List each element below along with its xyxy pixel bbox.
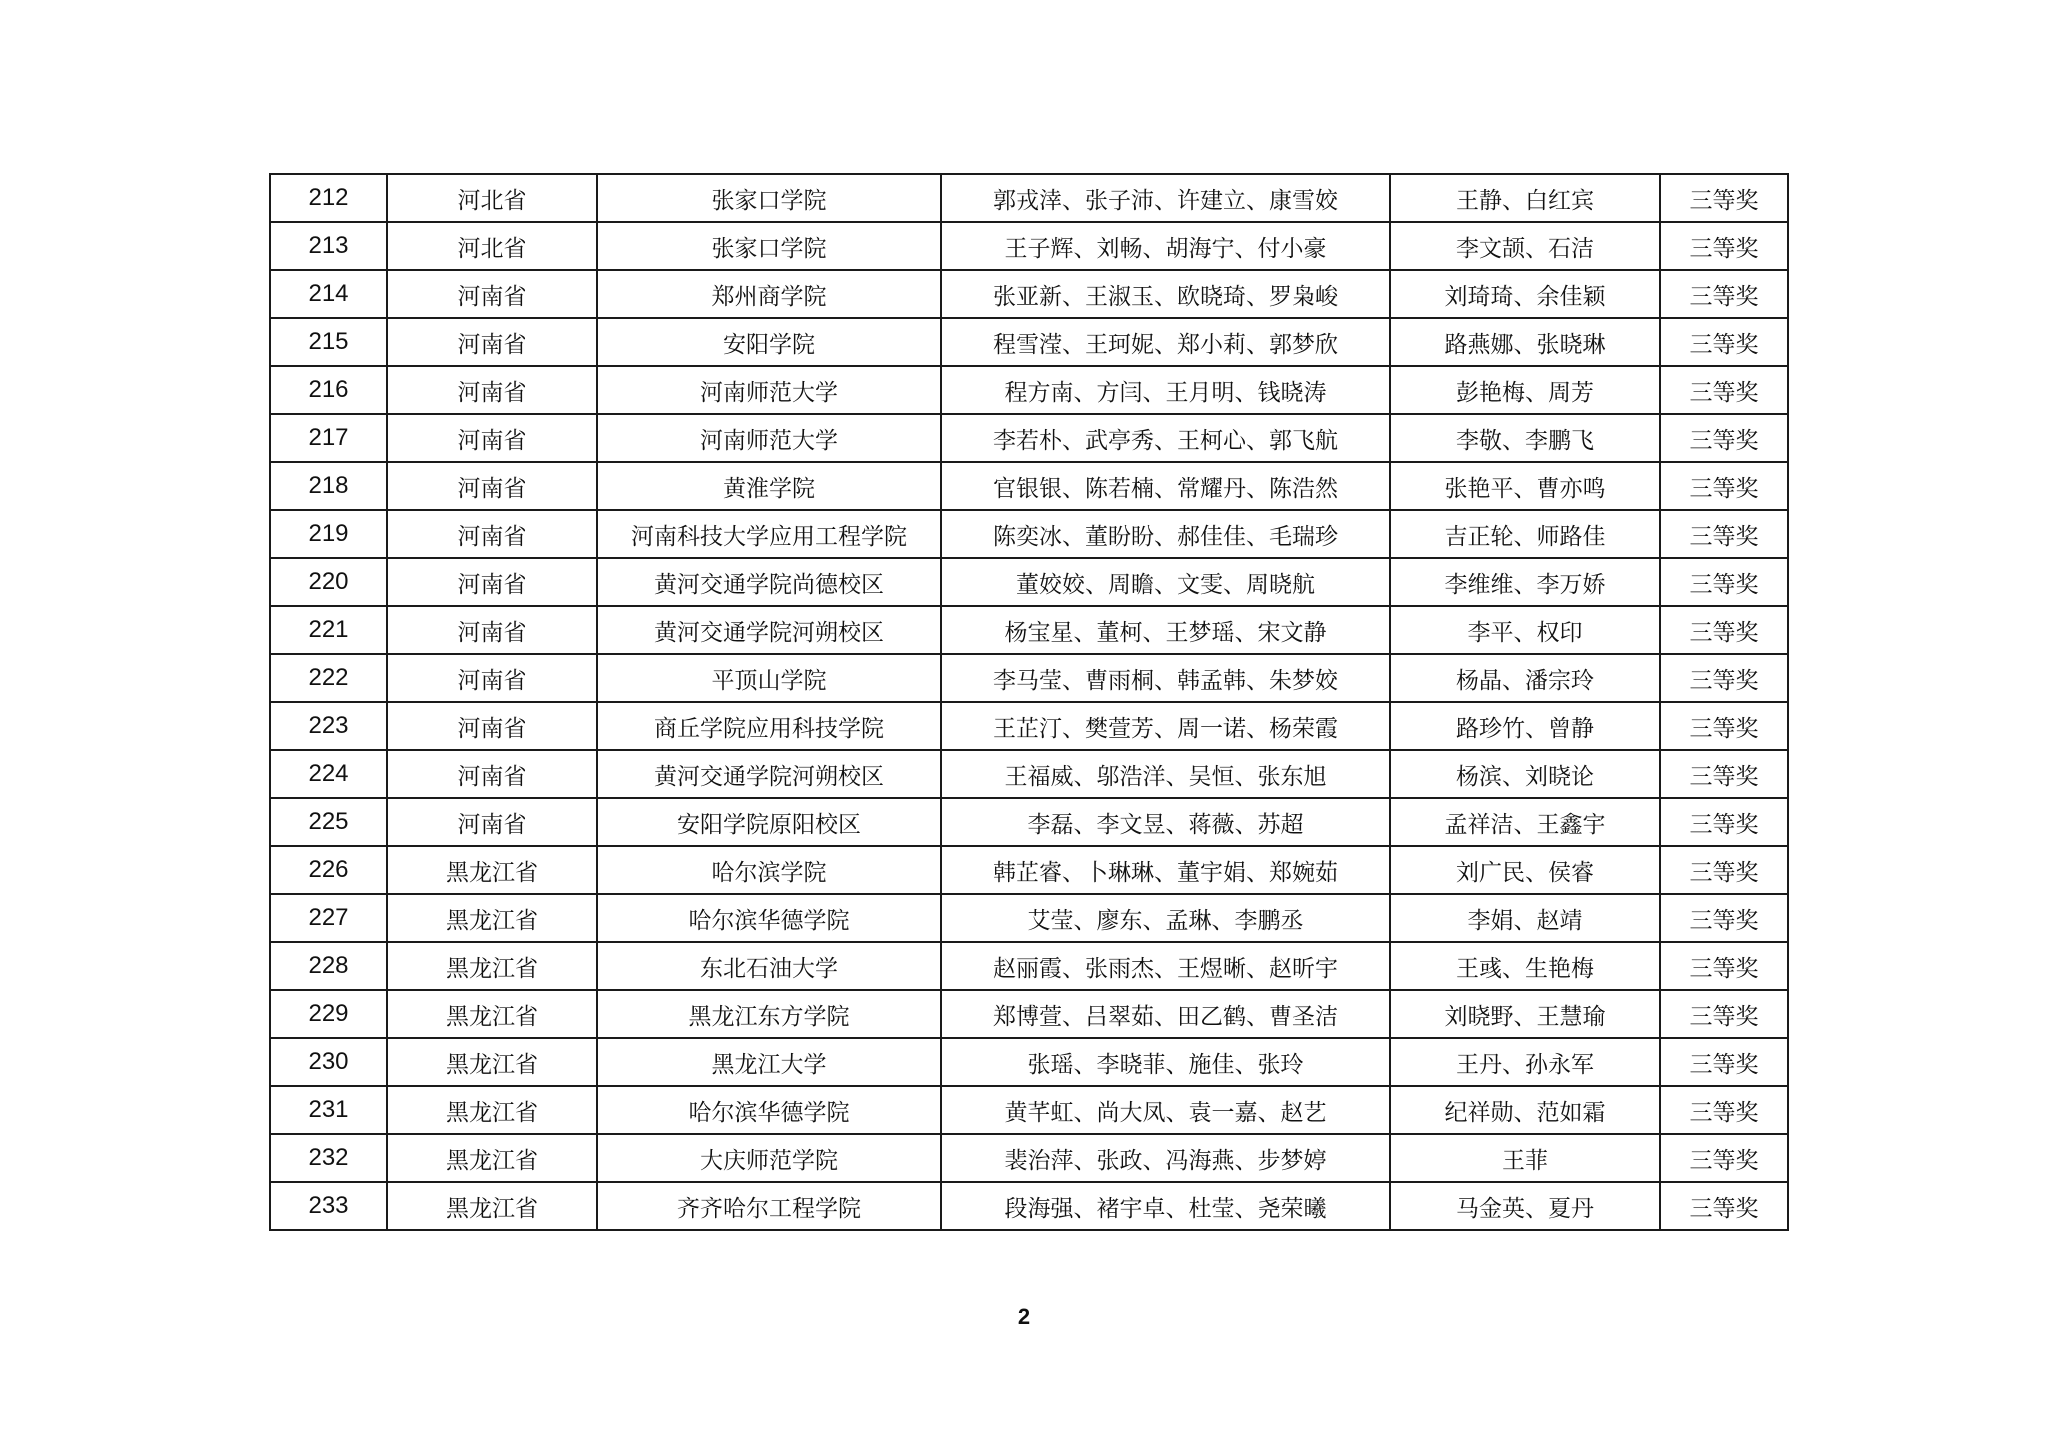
cell-award: 三等奖 xyxy=(1660,1182,1788,1230)
cell-number: 233 xyxy=(270,1182,387,1230)
cell-students: 李马莹、曹雨桐、韩孟韩、朱梦姣 xyxy=(941,654,1390,702)
table-row xyxy=(270,702,1788,750)
cell-students: 李磊、李文昱、蒋薇、苏超 xyxy=(941,798,1390,846)
table-row xyxy=(270,1182,1788,1230)
cell-advisors: 马金英、夏丹 xyxy=(1390,1182,1660,1230)
cell-number: 215 xyxy=(270,318,387,366)
cell-number: 225 xyxy=(270,798,387,846)
table-row xyxy=(270,462,1788,510)
table-row xyxy=(270,318,1788,366)
cell-number: 224 xyxy=(270,750,387,798)
cell-award: 三等奖 xyxy=(1660,942,1788,990)
table-row xyxy=(270,798,1788,846)
cell-number: 230 xyxy=(270,1038,387,1086)
table-row xyxy=(270,510,1788,558)
cell-number: 219 xyxy=(270,510,387,558)
cell-students: 段海强、褚宇卓、杜莹、尧荣曦 xyxy=(941,1182,1390,1230)
table-row xyxy=(270,894,1788,942)
cell-students: 郭戎涬、张子沛、许建立、康雪姣 xyxy=(941,174,1390,222)
table-row xyxy=(270,414,1788,462)
table-row xyxy=(270,606,1788,654)
cell-advisors: 路燕娜、张晓琳 xyxy=(1390,318,1660,366)
table-row xyxy=(270,942,1788,990)
cell-province: 黑龙江省 xyxy=(387,942,597,990)
cell-award: 三等奖 xyxy=(1660,1134,1788,1182)
cell-province: 河南省 xyxy=(387,318,597,366)
cell-number: 223 xyxy=(270,702,387,750)
cell-province: 河南省 xyxy=(387,462,597,510)
cell-province: 河北省 xyxy=(387,174,597,222)
cell-award: 三等奖 xyxy=(1660,414,1788,462)
cell-province: 河南省 xyxy=(387,414,597,462)
cell-school: 安阳学院原阳校区 xyxy=(597,798,941,846)
table-row xyxy=(270,174,1788,222)
cell-school: 大庆师范学院 xyxy=(597,1134,941,1182)
cell-award: 三等奖 xyxy=(1660,222,1788,270)
cell-advisors: 刘晓野、王慧瑜 xyxy=(1390,990,1660,1038)
cell-province: 河南省 xyxy=(387,510,597,558)
cell-number: 231 xyxy=(270,1086,387,1134)
cell-students: 王芷汀、樊萱芳、周一诺、杨荣霞 xyxy=(941,702,1390,750)
cell-advisors: 王彧、生艳梅 xyxy=(1390,942,1660,990)
cell-students: 艾莹、廖东、孟琳、李鹏丞 xyxy=(941,894,1390,942)
cell-school: 安阳学院 xyxy=(597,318,941,366)
cell-students: 张瑶、李晓菲、施佳、张玲 xyxy=(941,1038,1390,1086)
cell-students: 官银银、陈若楠、常耀丹、陈浩然 xyxy=(941,462,1390,510)
cell-number: 226 xyxy=(270,846,387,894)
cell-school: 黑龙江大学 xyxy=(597,1038,941,1086)
cell-province: 河南省 xyxy=(387,606,597,654)
cell-school: 哈尔滨华德学院 xyxy=(597,894,941,942)
table-row xyxy=(270,222,1788,270)
cell-number: 221 xyxy=(270,606,387,654)
cell-advisors: 王静、白红宾 xyxy=(1390,174,1660,222)
cell-number: 220 xyxy=(270,558,387,606)
cell-students: 王子辉、刘畅、胡海宁、付小豪 xyxy=(941,222,1390,270)
cell-school: 黄河交通学院河朔校区 xyxy=(597,750,941,798)
page-number: 2 xyxy=(1017,1304,1031,1329)
cell-students: 程雪滢、王珂妮、郑小莉、郭梦欣 xyxy=(941,318,1390,366)
cell-advisors: 王丹、孙永军 xyxy=(1390,1038,1660,1086)
cell-number: 218 xyxy=(270,462,387,510)
table-row xyxy=(270,1086,1788,1134)
cell-students: 程方南、方闫、王月明、钱晓涛 xyxy=(941,366,1390,414)
cell-advisors: 杨晶、潘宗玲 xyxy=(1390,654,1660,702)
cell-students: 李若朴、武亭秀、王柯心、郭飞航 xyxy=(941,414,1390,462)
cell-advisors: 张艳平、曹亦鸣 xyxy=(1390,462,1660,510)
cell-province: 河南省 xyxy=(387,366,597,414)
cell-school: 齐齐哈尔工程学院 xyxy=(597,1182,941,1230)
table-row xyxy=(270,1134,1788,1182)
cell-number: 222 xyxy=(270,654,387,702)
cell-province: 黑龙江省 xyxy=(387,894,597,942)
cell-province: 黑龙江省 xyxy=(387,1134,597,1182)
cell-students: 郑博萱、吕翠茹、田乙鹤、曹圣洁 xyxy=(941,990,1390,1038)
cell-number: 228 xyxy=(270,942,387,990)
table-row xyxy=(270,558,1788,606)
cell-school: 黄河交通学院尚德校区 xyxy=(597,558,941,606)
cell-award: 三等奖 xyxy=(1660,318,1788,366)
cell-students: 陈奕冰、董盼盼、郝佳佳、毛瑞珍 xyxy=(941,510,1390,558)
cell-award: 三等奖 xyxy=(1660,366,1788,414)
cell-school: 哈尔滨学院 xyxy=(597,846,941,894)
cell-school: 郑州商学院 xyxy=(597,270,941,318)
cell-advisors: 李维维、李万娇 xyxy=(1390,558,1660,606)
table-row xyxy=(270,1038,1788,1086)
cell-students: 张亚新、王淑玉、欧晓琦、罗枭峻 xyxy=(941,270,1390,318)
cell-province: 河南省 xyxy=(387,654,597,702)
cell-award: 三等奖 xyxy=(1660,750,1788,798)
cell-province: 黑龙江省 xyxy=(387,990,597,1038)
cell-award: 三等奖 xyxy=(1660,462,1788,510)
cell-school: 张家口学院 xyxy=(597,222,941,270)
cell-number: 216 xyxy=(270,366,387,414)
cell-award: 三等奖 xyxy=(1660,270,1788,318)
award-list-table xyxy=(269,173,1789,1231)
cell-province: 河南省 xyxy=(387,750,597,798)
cell-award: 三等奖 xyxy=(1660,846,1788,894)
cell-advisors: 李敬、李鹏飞 xyxy=(1390,414,1660,462)
cell-award: 三等奖 xyxy=(1660,894,1788,942)
cell-province: 黑龙江省 xyxy=(387,1086,597,1134)
cell-students: 赵丽霞、张雨杰、王煜晰、赵昕宇 xyxy=(941,942,1390,990)
cell-students: 裴治萍、张政、冯海燕、步梦婷 xyxy=(941,1134,1390,1182)
cell-students: 黄芊虹、尚大凤、袁一嘉、赵艺 xyxy=(941,1086,1390,1134)
cell-province: 河南省 xyxy=(387,702,597,750)
cell-award: 三等奖 xyxy=(1660,702,1788,750)
cell-advisors: 吉正轮、师路佳 xyxy=(1390,510,1660,558)
cell-province: 河南省 xyxy=(387,270,597,318)
cell-school: 黑龙江东方学院 xyxy=(597,990,941,1038)
cell-number: 213 xyxy=(270,222,387,270)
cell-province: 河南省 xyxy=(387,798,597,846)
cell-advisors: 刘琦琦、余佳颖 xyxy=(1390,270,1660,318)
cell-school: 商丘学院应用科技学院 xyxy=(597,702,941,750)
cell-school: 张家口学院 xyxy=(597,174,941,222)
cell-province: 黑龙江省 xyxy=(387,846,597,894)
cell-students: 王福威、邬浩洋、吴恒、张东旭 xyxy=(941,750,1390,798)
cell-award: 三等奖 xyxy=(1660,606,1788,654)
cell-award: 三等奖 xyxy=(1660,1038,1788,1086)
cell-advisors: 孟祥洁、王鑫宇 xyxy=(1390,798,1660,846)
cell-award: 三等奖 xyxy=(1660,558,1788,606)
cell-advisors: 路珍竹、曾静 xyxy=(1390,702,1660,750)
cell-number: 229 xyxy=(270,990,387,1038)
cell-school: 河南师范大学 xyxy=(597,414,941,462)
cell-advisors: 李娟、赵靖 xyxy=(1390,894,1660,942)
cell-advisors: 杨滨、刘晓论 xyxy=(1390,750,1660,798)
cell-students: 董姣姣、周瞻、文雯、周晓航 xyxy=(941,558,1390,606)
cell-students: 韩芷睿、卜琳琳、董宇娟、郑婉茹 xyxy=(941,846,1390,894)
table-row xyxy=(270,366,1788,414)
cell-province: 黑龙江省 xyxy=(387,1038,597,1086)
cell-school: 河南科技大学应用工程学院 xyxy=(597,510,941,558)
table-row xyxy=(270,750,1788,798)
cell-school: 河南师范大学 xyxy=(597,366,941,414)
cell-award: 三等奖 xyxy=(1660,990,1788,1038)
cell-award: 三等奖 xyxy=(1660,510,1788,558)
cell-number: 212 xyxy=(270,174,387,222)
cell-award: 三等奖 xyxy=(1660,798,1788,846)
cell-advisors: 纪祥勋、范如霜 xyxy=(1390,1086,1660,1134)
cell-province: 黑龙江省 xyxy=(387,1182,597,1230)
table-row xyxy=(270,270,1788,318)
cell-advisors: 刘广民、侯睿 xyxy=(1390,846,1660,894)
cell-advisors: 王菲 xyxy=(1390,1134,1660,1182)
table-row xyxy=(270,990,1788,1038)
cell-number: 214 xyxy=(270,270,387,318)
cell-advisors: 彭艳梅、周芳 xyxy=(1390,366,1660,414)
table-row xyxy=(270,654,1788,702)
cell-school: 黄河交通学院河朔校区 xyxy=(597,606,941,654)
cell-province: 河北省 xyxy=(387,222,597,270)
cell-province: 河南省 xyxy=(387,558,597,606)
cell-award: 三等奖 xyxy=(1660,654,1788,702)
cell-award: 三等奖 xyxy=(1660,1086,1788,1134)
award-list-body xyxy=(270,174,1788,1230)
cell-students: 杨宝星、董柯、王梦瑶、宋文静 xyxy=(941,606,1390,654)
cell-number: 217 xyxy=(270,414,387,462)
table-row xyxy=(270,846,1788,894)
cell-school: 平顶山学院 xyxy=(597,654,941,702)
cell-number: 227 xyxy=(270,894,387,942)
cell-advisors: 李平、权印 xyxy=(1390,606,1660,654)
cell-advisors: 李文颉、石洁 xyxy=(1390,222,1660,270)
cell-number: 232 xyxy=(270,1134,387,1182)
cell-school: 东北石油大学 xyxy=(597,942,941,990)
cell-school: 黄淮学院 xyxy=(597,462,941,510)
cell-school: 哈尔滨华德学院 xyxy=(597,1086,941,1134)
cell-award: 三等奖 xyxy=(1660,174,1788,222)
